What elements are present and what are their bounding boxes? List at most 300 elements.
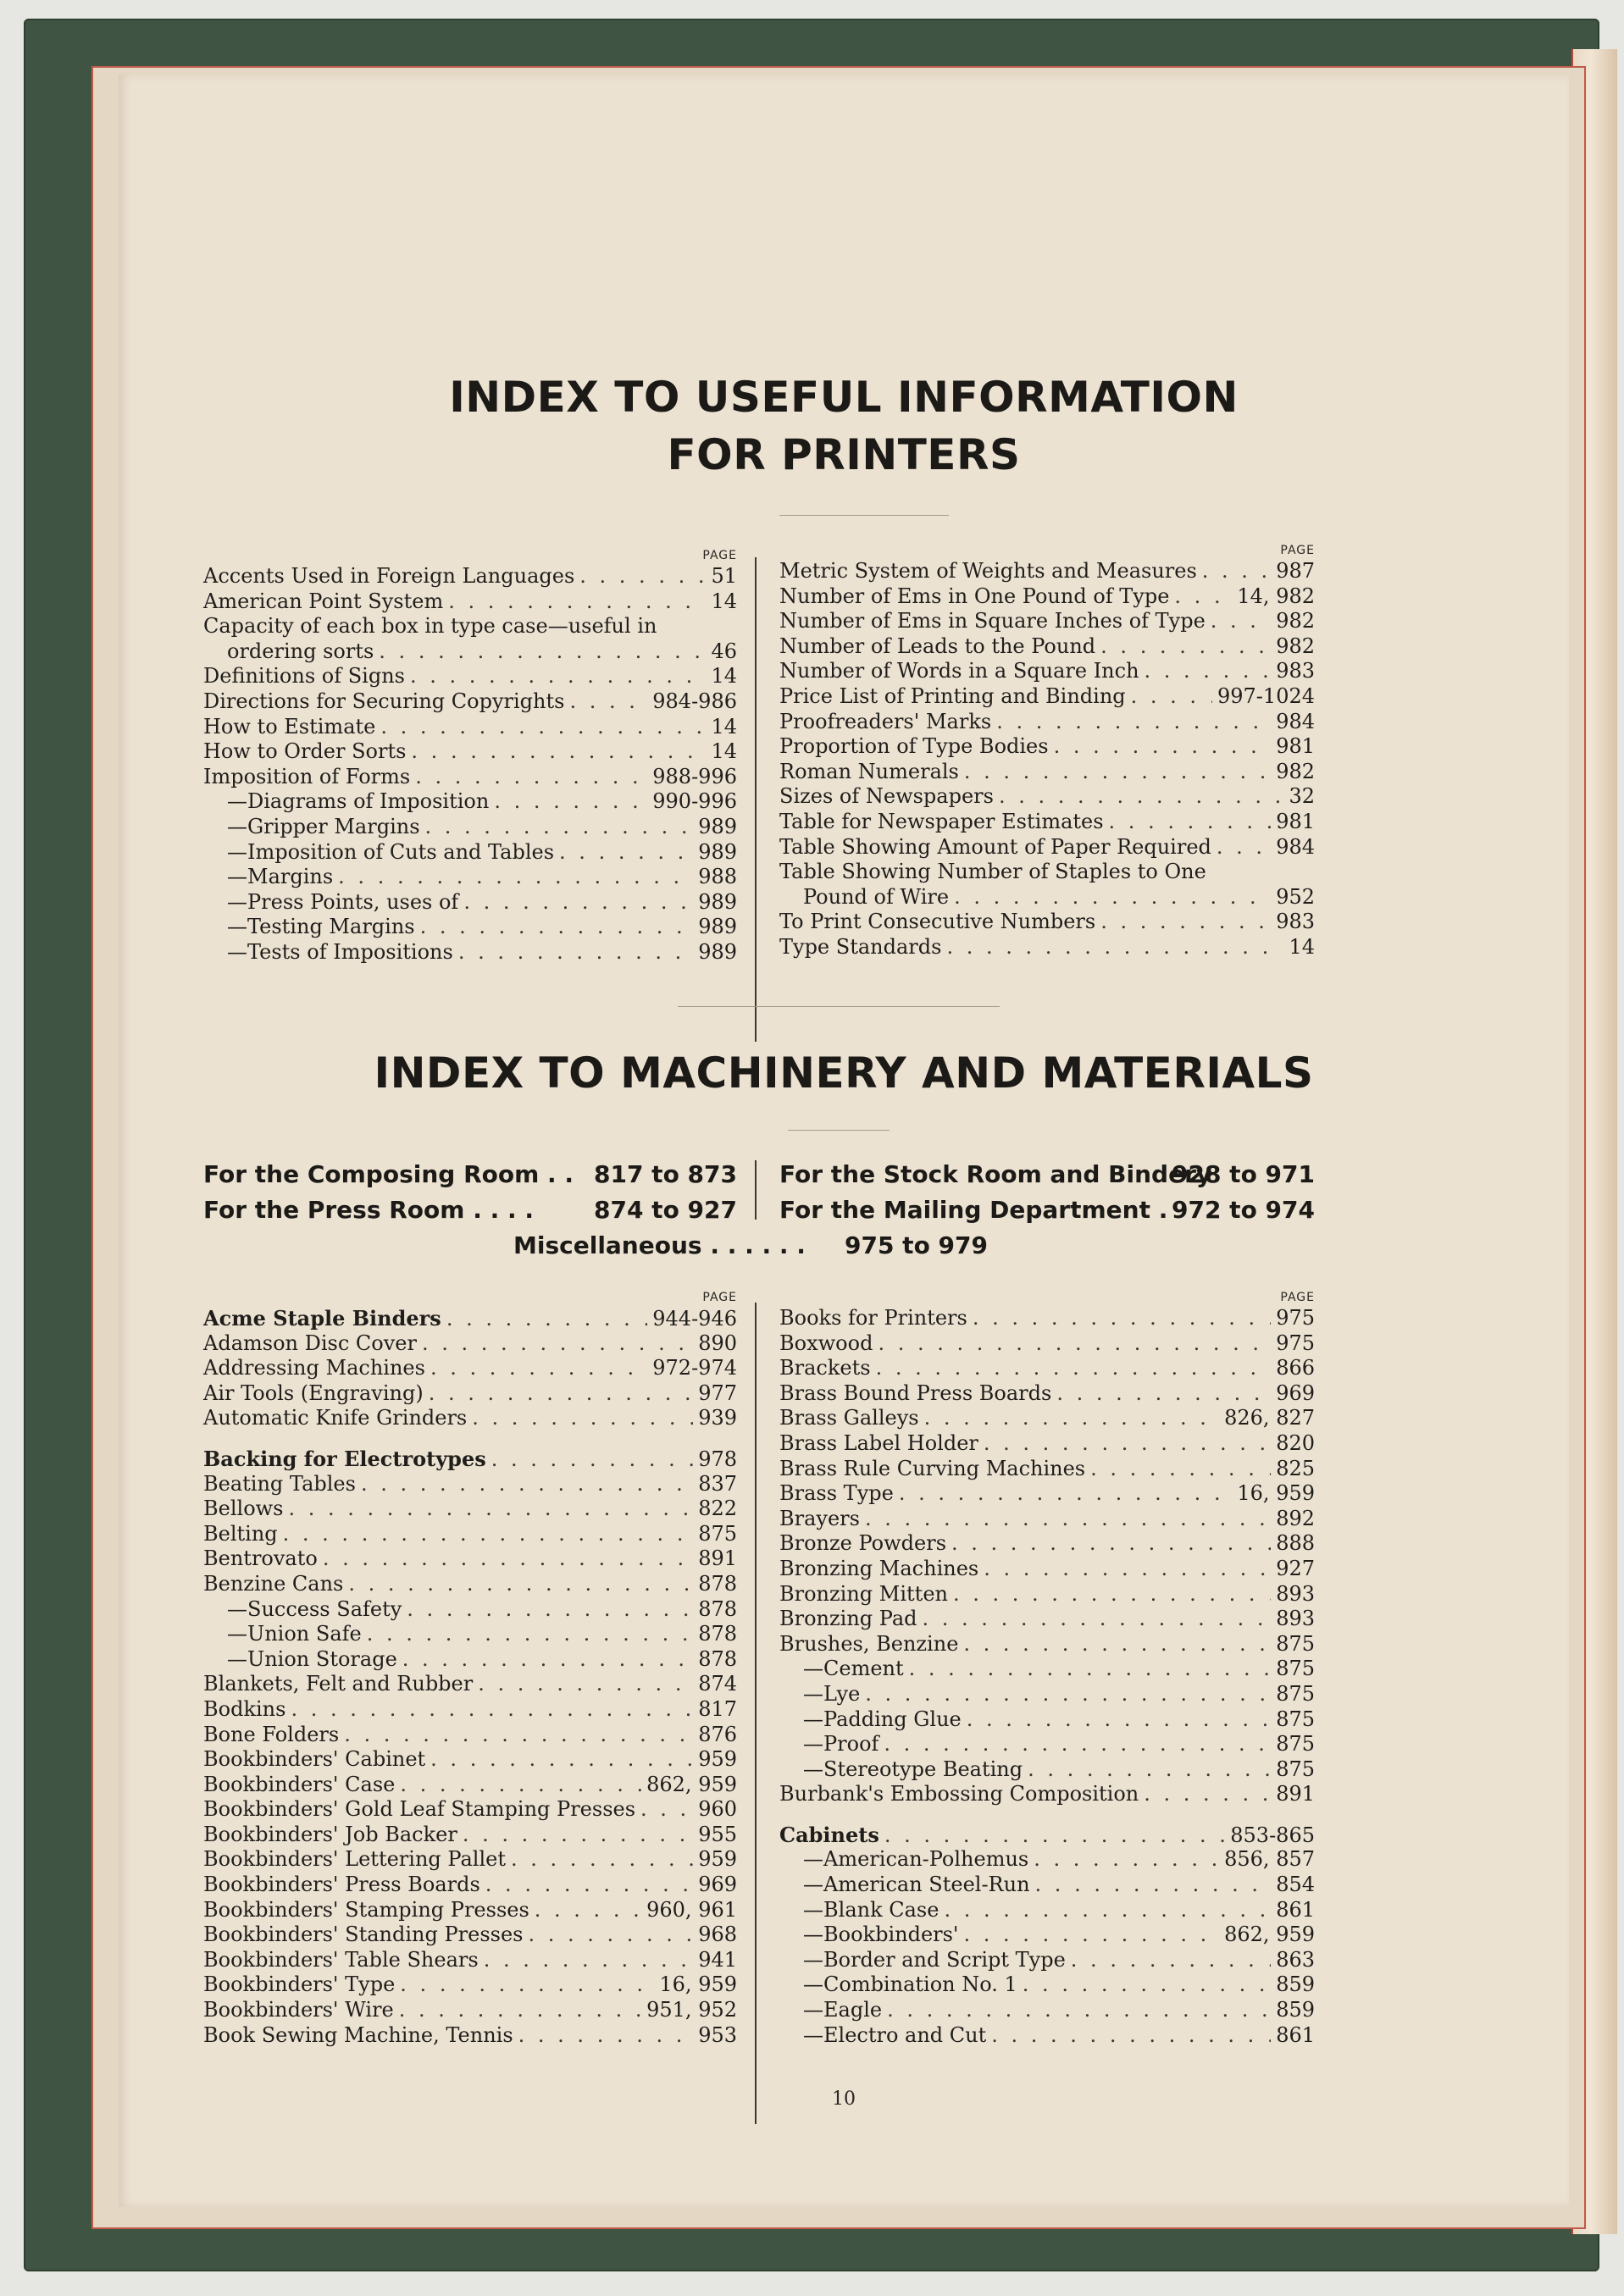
leader-dots <box>1054 734 1272 760</box>
entry-title: ordering sorts <box>227 639 374 663</box>
entry-page: 939 <box>698 1406 737 1430</box>
entry-title: Brushes, Benzine <box>779 1631 959 1656</box>
index-entry <box>779 1732 1315 1757</box>
entry-title: —Stereotype Beating <box>803 1757 1023 1781</box>
leader-dots <box>924 1406 1220 1431</box>
entry-title: Brayers <box>779 1506 860 1530</box>
leader-dots <box>463 1823 693 1848</box>
leader-dots <box>973 1306 1271 1331</box>
section-label: For the Stock Room and Bindery <box>779 1160 1212 1188</box>
entry-title: —Proof <box>803 1732 879 1757</box>
leader-dots <box>1071 1948 1271 1973</box>
entry-page: 960, 961 <box>646 1897 737 1922</box>
leader-dots <box>899 1481 1233 1507</box>
page-number: 10 <box>832 2089 856 2110</box>
leader-dots <box>485 1873 693 1898</box>
leader-dots <box>876 1356 1272 1381</box>
leader-dots <box>400 1773 641 1798</box>
leader-dots <box>491 1447 693 1473</box>
entry-page: 866 <box>1276 1356 1315 1380</box>
entry-page: 975 <box>1276 1331 1315 1355</box>
entry-title: Imposition of Forms <box>203 764 411 788</box>
leader-dots <box>348 1572 693 1597</box>
entry-page: 875 <box>1276 1681 1315 1706</box>
leader-dots <box>429 1381 694 1407</box>
entry-title: —Border and Script Type <box>803 1947 1066 1972</box>
entry-page: 989 <box>698 939 737 964</box>
index-entry <box>203 715 737 740</box>
index-entry <box>203 1472 737 1497</box>
entry-page: 952 <box>1276 884 1315 909</box>
useful-title-line2: FOR PRINTERS <box>667 430 1021 479</box>
index-entry <box>203 1773 737 1798</box>
leader-dots <box>1100 910 1271 935</box>
leader-dots <box>430 1356 647 1381</box>
index-entry <box>779 1757 1315 1783</box>
entry-title: Bookbinders' Type <box>203 1972 396 1997</box>
page-column-label: PAGE <box>1280 544 1315 557</box>
index-entry <box>203 1331 737 1357</box>
leader-dots <box>569 689 647 715</box>
title-rule <box>779 515 949 516</box>
index-entry <box>203 1522 737 1547</box>
section-press-room <box>203 1196 737 1224</box>
leader-dots <box>984 1557 1271 1582</box>
entry-page: 972-974 <box>652 1356 737 1380</box>
entry-title: Bronzing Pad <box>779 1607 917 1631</box>
title-rule <box>788 1130 890 1131</box>
index-entry <box>203 1847 737 1873</box>
leader-dots <box>478 1672 693 1697</box>
entry-title: —Diagrams of Imposition <box>227 789 490 814</box>
leader-dots <box>951 1531 1271 1557</box>
index-entry <box>779 559 1315 584</box>
entry-page: 959 <box>698 1747 737 1772</box>
leader-dots <box>1145 659 1272 684</box>
index-entry <box>203 1672 737 1697</box>
entry-page: 16, 959 <box>659 1972 737 1997</box>
section-label: Miscellaneous . . . . . . <box>513 1231 806 1259</box>
entry-page: 874 <box>698 1672 737 1696</box>
entry-page: 837 <box>698 1471 737 1496</box>
entry-title: Bentrovato <box>203 1546 318 1571</box>
leader-dots <box>1090 1457 1271 1482</box>
leader-dots <box>1109 810 1272 835</box>
entry-title: —American Steel-Run <box>803 1873 1030 1897</box>
entry-page: 975 <box>1276 1306 1315 1330</box>
index-entry <box>203 1972 737 1998</box>
entry-title: —Gripper Margins <box>227 814 420 838</box>
entry-title: Brackets <box>779 1356 871 1380</box>
index-entry <box>779 1457 1315 1482</box>
index-entry <box>203 1898 737 1923</box>
index-entry <box>203 1998 737 2023</box>
section-pages: 874 to 927 <box>593 1196 737 1224</box>
leader-dots <box>964 760 1271 785</box>
entry-title: —Success Safety <box>227 1596 402 1621</box>
leader-dots <box>379 639 706 665</box>
leader-dots <box>865 1507 1271 1532</box>
index-entry <box>203 1923 737 1948</box>
page-column-label: PAGE <box>1280 1291 1315 1304</box>
entry-page: 876 <box>698 1722 737 1746</box>
index-entry <box>203 890 737 916</box>
index-entry <box>203 1356 737 1381</box>
leader-dots <box>579 564 706 589</box>
index-entry <box>203 1447 737 1472</box>
entry-page: 14 <box>711 714 737 739</box>
leader-dots <box>323 1546 693 1572</box>
entry-page: 14 <box>711 664 737 689</box>
index-entry <box>779 1923 1315 1948</box>
entry-page: 988-996 <box>652 764 737 788</box>
index-entry <box>779 710 1315 735</box>
index-entry <box>203 1497 737 1522</box>
leader-dots <box>380 715 706 740</box>
index-entry <box>779 1557 1315 1582</box>
index-entry <box>203 1647 737 1673</box>
leader-dots <box>1056 1381 1271 1407</box>
entry-title: Price List of Printing and Binding <box>779 683 1126 708</box>
leader-dots <box>361 1472 693 1497</box>
entry-page: 875 <box>698 1521 737 1546</box>
section-pages: 928 to 971 <box>1171 1160 1315 1188</box>
entry-page: 982 <box>1276 609 1315 633</box>
entry-title: —American-Polhemus <box>803 1847 1029 1872</box>
page-column-label: PAGE <box>702 1291 737 1304</box>
leader-dots <box>967 1707 1271 1733</box>
entry-page: 862, 959 <box>646 1772 737 1796</box>
entry-title: Bellows <box>203 1497 284 1521</box>
entry-title: Accents Used in Foreign Languages <box>203 564 575 588</box>
leader-dots <box>472 1406 693 1431</box>
entry-title: Belting <box>203 1521 278 1546</box>
leader-dots <box>484 1948 694 1973</box>
leader-dots <box>400 1972 654 1998</box>
entry-page: 988 <box>698 865 737 889</box>
entry-page: 826, 827 <box>1224 1406 1315 1430</box>
entry-page: 861 <box>1276 2022 1315 2047</box>
entry-title: How to Order Sorts <box>203 739 407 764</box>
leader-dots <box>999 784 1283 810</box>
entry-title: Directions for Securing Copyrights <box>203 689 565 713</box>
entry-page: 822 <box>698 1497 737 1521</box>
entry-title: Proofreaders' Marks <box>779 709 992 733</box>
entry-page: 888 <box>1276 1531 1315 1556</box>
entry-page: 820 <box>1276 1430 1315 1455</box>
index-entry <box>779 1782 1315 1807</box>
entry-title: Proportion of Type Bodies <box>779 734 1049 759</box>
leader-dots <box>640 1797 693 1823</box>
entry-page: 859 <box>1276 1972 1315 1997</box>
entry-page: 984-986 <box>652 689 737 713</box>
entry-page: 32 <box>1289 784 1315 809</box>
entry-page: 969 <box>698 1873 737 1897</box>
index-entry <box>779 1998 1315 2023</box>
machinery-right-column <box>779 1291 1315 2048</box>
index-entry <box>203 815 737 840</box>
index-entry <box>779 810 1315 835</box>
entry-page: 875 <box>1276 1631 1315 1656</box>
leader-dots <box>448 589 706 615</box>
entry-title: How to Estimate <box>203 714 376 739</box>
entry-page: 977 <box>698 1380 737 1405</box>
entry-title: Bone Folders <box>203 1722 340 1746</box>
index-entry <box>779 860 1315 885</box>
index-entry <box>203 1747 737 1773</box>
entry-page: 863 <box>1276 1947 1315 1972</box>
index-entry <box>779 885 1315 910</box>
entry-title: Bookbinders' Case <box>203 1772 396 1796</box>
entry-page: 960 <box>698 1797 737 1822</box>
entry-page: 862, 959 <box>1224 1923 1315 1947</box>
index-entry <box>779 1972 1315 1998</box>
index-entry <box>779 1707 1315 1733</box>
entry-title: To Print Consecutive Numbers <box>779 910 1096 934</box>
entry-page: 927 <box>1276 1556 1315 1580</box>
entry-title: —Bookbinders' <box>803 1923 959 1947</box>
leader-dots <box>425 815 694 840</box>
leader-dots <box>865 1682 1271 1707</box>
entry-title: Brass Label Holder <box>779 1430 978 1455</box>
entry-title: Burbank's Embossing Composition <box>779 1782 1139 1806</box>
index-entry <box>779 1531 1315 1557</box>
section-mailing <box>779 1196 1315 1224</box>
entry-title: Blankets, Felt and Rubber <box>203 1672 474 1696</box>
entry-title: Type Standards <box>779 934 942 959</box>
index-entry <box>203 564 737 589</box>
index-entry <box>203 1306 737 1331</box>
useful-left-column <box>203 549 737 965</box>
entry-page: 892 <box>1276 1506 1315 1530</box>
leader-dots <box>494 789 647 815</box>
entry-page: 997-1024 <box>1217 683 1315 708</box>
entry-title: Benzine Cans <box>203 1571 344 1596</box>
entry-page: 856, 857 <box>1224 1847 1315 1872</box>
entry-page: 16, 959 <box>1237 1481 1315 1506</box>
leader-dots <box>415 765 647 790</box>
leader-dots <box>410 664 706 689</box>
leader-dots <box>964 1923 1220 1948</box>
leader-dots <box>1028 1757 1271 1783</box>
index-entry <box>779 1431 1315 1457</box>
entry-page: 984 <box>1276 834 1315 859</box>
index-entry <box>779 1823 1315 1848</box>
leader-dots <box>1144 1782 1271 1807</box>
leader-dots <box>887 1998 1271 2023</box>
leader-dots <box>367 1622 693 1647</box>
leader-dots <box>1131 684 1212 710</box>
leader-dots <box>559 840 693 866</box>
entry-title: —Blank Case <box>803 1897 939 1922</box>
entry-page: 944-946 <box>652 1307 737 1331</box>
entry-page: 989 <box>698 915 737 939</box>
entry-title: Brass Bound Press Boards <box>779 1380 1052 1405</box>
leader-dots <box>528 1923 693 1948</box>
entry-page: 14 <box>711 739 737 764</box>
index-entry <box>203 614 737 639</box>
entry-title: —Lye <box>803 1681 861 1706</box>
index-entry <box>779 1948 1315 1973</box>
index-entry <box>203 739 737 765</box>
entry-title: Metric System of Weights and Measures <box>779 559 1197 583</box>
leader-dots <box>954 885 1271 910</box>
index-entry <box>203 664 737 689</box>
entry-page: 978 <box>698 1447 737 1471</box>
entry-page: 891 <box>698 1546 737 1571</box>
entry-page: 893 <box>1276 1607 1315 1631</box>
entry-title: Table Showing Number of Staples to One <box>779 860 1206 884</box>
entry-title: —Testing Margins <box>227 915 415 939</box>
entry-title: Beating Tables <box>203 1471 356 1496</box>
entry-title: Number of Ems in One Pound of Type <box>779 584 1170 608</box>
leader-dots <box>402 1647 693 1673</box>
leader-dots <box>963 1632 1271 1657</box>
entry-page: 982 <box>1276 759 1315 783</box>
section-miscellaneous <box>513 1231 988 1259</box>
leader-dots <box>1100 634 1271 660</box>
entry-title: Bookbinders' Table Shears <box>203 1947 479 1972</box>
entry-page: 14 <box>1289 934 1315 959</box>
entry-title: —Imposition of Cuts and Tables <box>227 839 555 864</box>
index-entry <box>203 1823 737 1848</box>
index-entry <box>779 634 1315 660</box>
entry-page: 891 <box>1276 1782 1315 1806</box>
leader-dots <box>946 935 1283 960</box>
section-pages: 817 to 873 <box>593 1160 737 1188</box>
index-entry <box>203 1406 737 1431</box>
entry-title: Bookbinders' Job Backer <box>203 1822 457 1846</box>
entry-page: 878 <box>698 1596 737 1621</box>
entry-page: 989 <box>698 814 737 838</box>
leader-dots <box>991 2023 1271 2049</box>
leader-dots <box>1217 835 1271 860</box>
entry-title: Roman Numerals <box>779 759 959 783</box>
index-entry <box>779 1356 1315 1381</box>
entry-page: 955 <box>698 1822 737 1846</box>
entry-title: Brass Rule Curving Machines <box>779 1456 1086 1480</box>
entry-title: Bookbinders' Standing Presses <box>203 1923 524 1947</box>
entry-title: Table for Newspaper Estimates <box>779 809 1104 833</box>
entry-page: 989 <box>698 839 737 864</box>
useful-right-column <box>779 544 1315 960</box>
index-entry <box>779 1381 1315 1407</box>
index-entry <box>779 1847 1315 1873</box>
index-entry <box>779 910 1315 935</box>
index-entry <box>779 2023 1315 2049</box>
index-entry <box>779 584 1315 610</box>
index-entry <box>779 784 1315 810</box>
entry-title: Bookbinders' Cabinet <box>203 1747 426 1772</box>
entry-page: 941 <box>698 1947 737 1972</box>
entry-title: Boxwood <box>779 1331 873 1355</box>
index-entry <box>203 1697 737 1723</box>
index-entry <box>203 865 737 890</box>
section-rule <box>678 1006 1000 1007</box>
entry-title: —Union Storage <box>227 1646 397 1671</box>
leader-dots <box>420 915 694 940</box>
index-entry <box>203 1546 737 1572</box>
entry-title: Addressing Machines <box>203 1356 425 1380</box>
index-entry <box>779 609 1315 634</box>
entry-title: Bookbinders' Stamping Presses <box>203 1897 529 1922</box>
entry-page: 981 <box>1276 734 1315 759</box>
leader-dots <box>411 739 706 765</box>
leader-dots <box>909 1657 1272 1682</box>
entry-page: 51 <box>711 564 737 588</box>
leader-dots <box>511 1847 693 1873</box>
index-entry <box>779 1306 1315 1331</box>
entry-page: 825 <box>1276 1456 1315 1480</box>
entry-title: Books for Printers <box>779 1306 967 1330</box>
entry-page: 861 <box>1276 1897 1315 1922</box>
leader-dots <box>283 1522 694 1547</box>
leader-dots <box>291 1697 693 1723</box>
index-entry <box>779 1481 1315 1507</box>
index-entry <box>779 1632 1315 1657</box>
leader-dots <box>344 1723 693 1748</box>
index-entry <box>203 2023 737 2049</box>
leader-dots <box>399 1998 641 2023</box>
index-entry <box>779 1507 1315 1532</box>
entry-title: Book Sewing Machine, Tennis <box>203 2022 513 2047</box>
column-divider <box>755 1303 757 2124</box>
index-entry <box>779 1873 1315 1898</box>
entry-page: 969 <box>1276 1380 1315 1405</box>
entry-title: Number of Words in a Square Inch <box>779 659 1139 683</box>
entry-title: Brass Type <box>779 1481 894 1506</box>
section-stock-room <box>779 1160 1315 1188</box>
leader-dots <box>953 1582 1271 1607</box>
entry-title: Pound of Wire <box>803 884 950 909</box>
index-entry <box>779 1898 1315 1923</box>
index-entry <box>203 940 737 965</box>
index-entry <box>779 1331 1315 1357</box>
leader-dots <box>878 1331 1271 1357</box>
section-pages: 975 to 979 <box>844 1231 988 1259</box>
index-entry <box>203 789 737 815</box>
entry-title: Table Showing Amount of Paper Required <box>779 834 1211 859</box>
entry-title: Definitions of Signs <box>203 664 405 689</box>
index-entry <box>779 1582 1315 1607</box>
leader-dots <box>1035 1873 1272 1898</box>
section-label: For the Press Room . . . . <box>203 1196 534 1224</box>
leader-dots <box>289 1497 694 1522</box>
index-entry <box>779 1406 1315 1431</box>
leader-dots <box>1174 584 1232 610</box>
entry-page: 878 <box>698 1622 737 1646</box>
leader-dots <box>944 1898 1271 1923</box>
index-entry <box>203 765 737 790</box>
entry-title: —Electro and Cut <box>803 2022 987 2047</box>
entry-title: —Union Safe <box>227 1622 362 1646</box>
index-entry <box>779 684 1315 710</box>
entry-title: Air Tools (Engraving) <box>203 1380 424 1405</box>
entry-page: 893 <box>1276 1581 1315 1606</box>
leader-dots <box>422 1331 693 1357</box>
index-entry <box>203 840 737 866</box>
entry-page: 989 <box>698 889 737 914</box>
section-pages: 972 to 974 <box>1171 1196 1315 1224</box>
index-entry <box>203 1572 737 1597</box>
column-divider <box>755 557 757 1042</box>
index-entry <box>779 835 1315 860</box>
entry-title: Bronzing Mitten <box>779 1581 948 1606</box>
leader-dots <box>458 940 693 965</box>
entry-title: Bodkins <box>203 1696 286 1721</box>
index-entry <box>779 659 1315 684</box>
entry-page: 984 <box>1276 709 1315 733</box>
